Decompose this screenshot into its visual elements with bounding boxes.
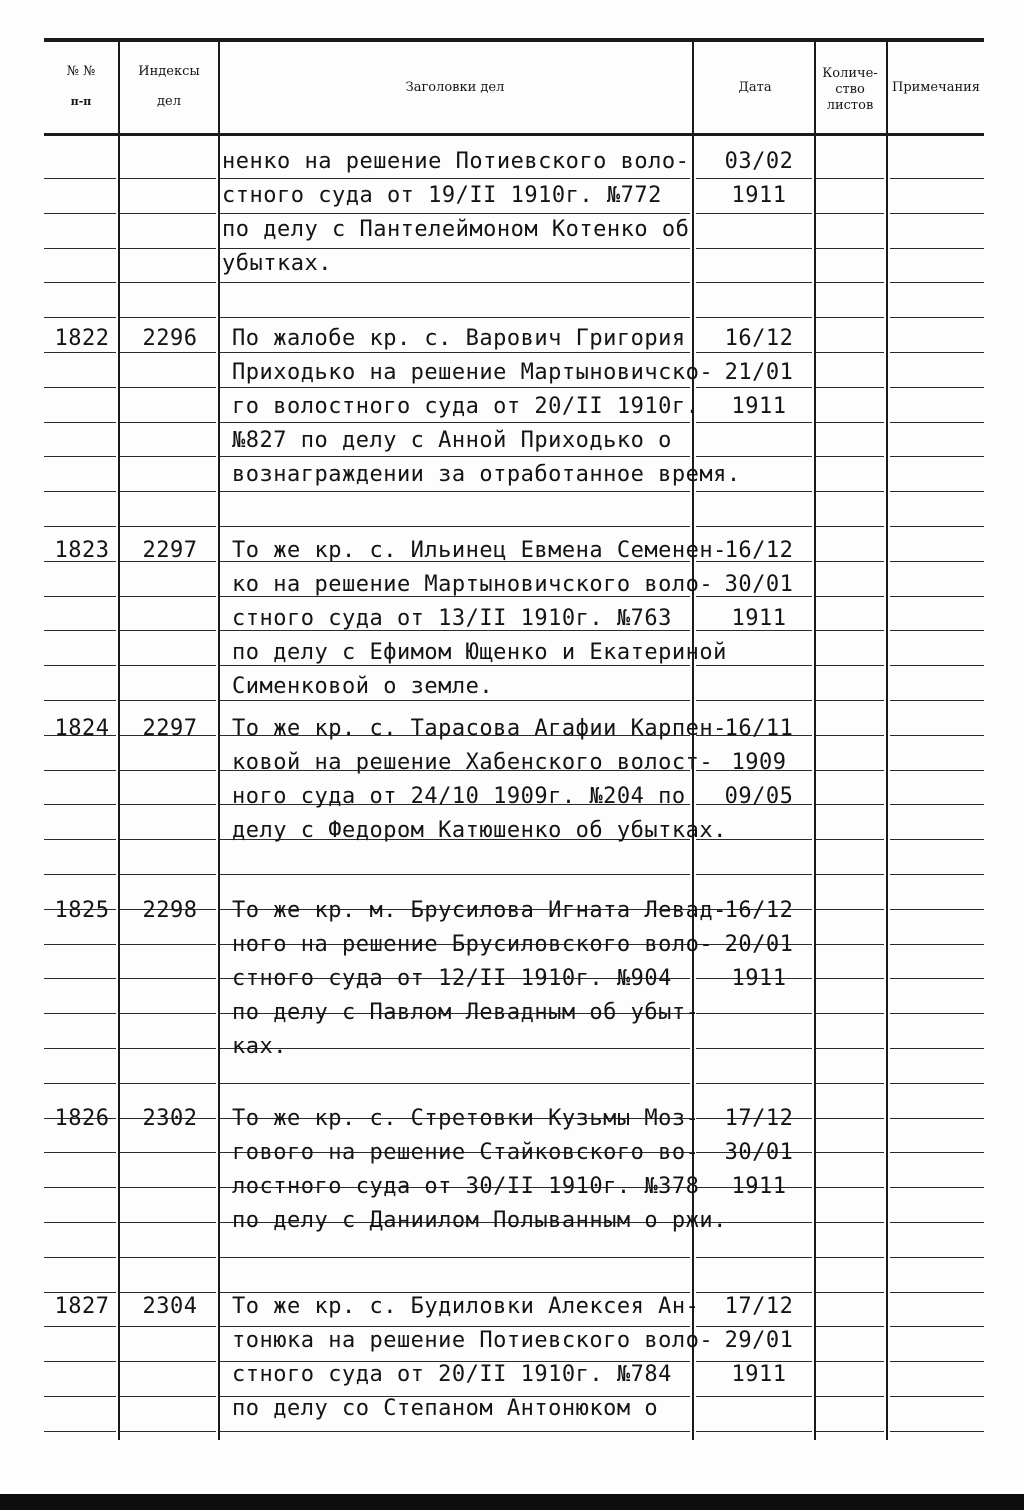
ruled-line: [44, 1326, 116, 1327]
ruled-line: [696, 700, 812, 701]
ruled-line: [816, 1257, 884, 1258]
ruled-line: [816, 909, 884, 910]
ruled-line: [44, 770, 116, 771]
ruled-line: [816, 1048, 884, 1049]
ruled-line: [816, 317, 884, 318]
ruled-line: [816, 1396, 884, 1397]
entry-title-line: Приходько на решение Мартыновичско-: [232, 360, 714, 385]
ruled-line: [120, 1222, 216, 1223]
ruled-line: [890, 352, 984, 353]
ruled-line: [120, 665, 216, 666]
entry-date-line: 16/12: [724, 898, 794, 923]
ruled-line: [816, 1326, 884, 1327]
entry-date-line: 17/12: [724, 1294, 794, 1319]
ruled-line: [696, 282, 812, 283]
ruled-line: [696, 456, 812, 457]
ruled-line: [220, 282, 690, 283]
entry-date-line: 1911: [731, 1174, 787, 1199]
ruled-line: [890, 1431, 984, 1432]
ruled-line: [120, 1257, 216, 1258]
ruled-line: [44, 1083, 116, 1084]
ruled-line: [816, 1292, 884, 1293]
ruled-line: [220, 317, 690, 318]
ruled-line: [890, 909, 984, 910]
ruled-line: [816, 387, 884, 388]
ruled-line: [120, 282, 216, 283]
header-col-count-line1: Количе-: [822, 66, 878, 81]
header-col-count-line3: листов: [826, 98, 874, 113]
ruled-line: [890, 1326, 984, 1327]
ruled-line: [44, 874, 116, 875]
ruled-line: [816, 700, 884, 701]
header-col-index: [122, 64, 216, 110]
ruled-line: [816, 178, 884, 179]
entry-title-line: То же кр. м. Брусилова Игната Левад-: [232, 898, 727, 923]
ruled-line: [890, 1013, 984, 1014]
ruled-line: [120, 978, 216, 979]
entry-number: 1822: [54, 326, 110, 351]
ruled-line: [120, 491, 216, 492]
entry-date-line: 09/05: [724, 784, 794, 809]
entry-title-line: стного суда от 20/II 1910г. №784: [232, 1362, 672, 1387]
ruled-line: [44, 1361, 116, 1362]
entry-date-line: 16/12: [724, 538, 794, 563]
column-divider-5: [886, 40, 888, 1440]
ruled-line: [44, 1048, 116, 1049]
ruled-line: [696, 491, 812, 492]
entry-date-line: 21/01: [724, 360, 794, 385]
ruled-line: [890, 1222, 984, 1223]
ruled-line: [120, 596, 216, 597]
ruled-line: [44, 213, 116, 214]
ruled-line: [120, 700, 216, 701]
ruled-line: [120, 1013, 216, 1014]
ruled-line: [696, 213, 812, 214]
ruled-line: [890, 665, 984, 666]
header-col-title: Заголовки дел: [405, 80, 505, 95]
entry-title-line: ненко на решение Потиевского воло-: [222, 149, 690, 174]
ruled-line: [120, 1083, 216, 1084]
ruled-line: [120, 387, 216, 388]
ruled-line: [890, 526, 984, 527]
entry-title-line: по делу с Павлом Левадным об убыт-: [232, 1000, 700, 1025]
ruled-line: [816, 1222, 884, 1223]
ruled-line: [120, 526, 216, 527]
entry-title-line: Сименковой о земле.: [232, 674, 494, 699]
ruled-line: [696, 1257, 812, 1258]
entry-date: [704, 145, 814, 213]
entry-title: [222, 1290, 714, 1426]
entry-date-line: 30/01: [724, 572, 794, 597]
entry-title-line: стного суда от 12/II 1910г. №904: [232, 966, 672, 991]
ruled-line: [44, 1292, 116, 1293]
entry-date: [704, 894, 814, 996]
entry-title-line: по делу с Ефимом Ющенко и Екатериной: [232, 640, 727, 665]
ruled-line: [120, 804, 216, 805]
entry-title-line: стного суда от 13/II 1910г. №763: [232, 606, 672, 631]
ruled-line: [816, 630, 884, 631]
ruled-line: [890, 596, 984, 597]
ruled-line: [816, 770, 884, 771]
ruled-line: [120, 213, 216, 214]
ruled-line: [44, 456, 116, 457]
ruled-line: [696, 1013, 812, 1014]
ruled-line: [816, 1118, 884, 1119]
entry-index: 2302: [142, 1106, 198, 1131]
ruled-line: [890, 630, 984, 631]
ruled-line: [816, 1083, 884, 1084]
ruled-line: [220, 1083, 690, 1084]
column-divider-4: [814, 40, 816, 1440]
entry-date: [704, 322, 814, 424]
entry-title-line: убытках.: [222, 251, 332, 276]
ruled-line: [44, 978, 116, 979]
ruled-line: [44, 526, 116, 527]
ruled-line: [696, 1048, 812, 1049]
ruled-line: [816, 839, 884, 840]
entry-index: 2298: [142, 898, 198, 923]
ruled-line: [890, 1083, 984, 1084]
ruled-line: [890, 1361, 984, 1362]
ruled-line: [120, 1396, 216, 1397]
entry-date: [704, 712, 814, 814]
entry-title-line: №827 по делу с Анной Приходько о: [232, 428, 672, 453]
ruled-line: [696, 665, 812, 666]
ruled-line: [44, 422, 116, 423]
column-divider-1: [118, 40, 120, 1440]
ruled-line: [220, 526, 690, 527]
entry-date-line: 1911: [731, 606, 787, 631]
entry-title-line: вознаграждении за отработанное время.: [232, 462, 741, 487]
entry-date-line: 1909: [731, 750, 787, 775]
entry-number: 1825: [54, 898, 110, 923]
ruled-line: [890, 944, 984, 945]
ruled-line: [890, 422, 984, 423]
entry-date-line: 03/02: [724, 149, 794, 174]
entry-title-line: По жалобе кр. с. Варович Григория: [232, 326, 686, 351]
ruled-line: [890, 178, 984, 179]
ruled-line: [120, 178, 216, 179]
entry-title-line: по делу со Степаном Антонюком о: [232, 1396, 659, 1421]
ruled-line: [816, 804, 884, 805]
ruled-line: [44, 282, 116, 283]
entry-date: [704, 534, 814, 636]
ruled-line: [44, 1222, 116, 1223]
ruled-line: [120, 874, 216, 875]
entry-title: [222, 145, 702, 281]
ruled-line: [220, 1431, 690, 1432]
ruled-line: [120, 770, 216, 771]
ruled-line: [120, 630, 216, 631]
ruled-line: [816, 213, 884, 214]
header-col-date: Дата: [738, 80, 772, 95]
ruled-line: [120, 317, 216, 318]
ruled-line: [816, 456, 884, 457]
ruled-line: [44, 1187, 116, 1188]
ruled-line: [890, 456, 984, 457]
ruled-line: [44, 491, 116, 492]
column-divider-2: [218, 40, 220, 1440]
entry-date-line: 30/01: [724, 1140, 794, 1165]
entry-title-line: ках.: [232, 1034, 287, 1059]
entry-date-line: 17/12: [724, 1106, 794, 1131]
ruled-line: [816, 1187, 884, 1188]
ruled-line: [890, 700, 984, 701]
ruled-line: [816, 491, 884, 492]
ruled-line: [44, 804, 116, 805]
ruled-line: [890, 282, 984, 283]
entry-title-line: тонюка на решение Потиевского воло-: [232, 1328, 714, 1353]
entry-index: 2297: [142, 716, 198, 741]
ruled-line: [120, 839, 216, 840]
ruled-line: [890, 804, 984, 805]
entry-title-line: по делу с Пантелеймоном Котенко об: [222, 217, 690, 242]
header-col-count: [816, 66, 884, 114]
ruled-line: [120, 1361, 216, 1362]
ruled-line: [120, 1048, 216, 1049]
ruled-line: [44, 630, 116, 631]
entry-number: 1827: [54, 1294, 110, 1319]
ruled-line: [816, 1431, 884, 1432]
header-col-number: [48, 64, 114, 110]
ruled-line: [816, 248, 884, 249]
ruled-line: [890, 491, 984, 492]
ruled-line: [120, 1326, 216, 1327]
entry-title-line: ного суда от 24/10 1909г. №204 по: [232, 784, 686, 809]
ruled-line: [120, 1431, 216, 1432]
entry-date-line: 1911: [731, 183, 787, 208]
header-bottom-rule: [44, 133, 984, 136]
ruled-line: [696, 248, 812, 249]
ruled-line: [890, 1396, 984, 1397]
header-col-count-line2: ство: [835, 82, 865, 97]
ruled-line: [816, 561, 884, 562]
entry-title-line: по делу с Даниилом Полыванным о ржи.: [232, 1208, 727, 1233]
ruled-line: [44, 1152, 116, 1153]
header-col-number-line2: п-п: [70, 95, 92, 108]
header-col-index-line1: Индексы: [138, 64, 200, 79]
ruled-line: [890, 1292, 984, 1293]
ruled-line: [816, 874, 884, 875]
entry-title: [222, 322, 741, 492]
ruled-line: [120, 1292, 216, 1293]
entry-title-line: го волостного суда от 20/II 1910г.: [232, 394, 700, 419]
entry-date: [704, 1290, 814, 1392]
ruled-line: [220, 874, 690, 875]
entry-date-line: 16/12: [724, 326, 794, 351]
entry-date-line: 16/11: [724, 716, 794, 741]
ruled-line: [44, 352, 116, 353]
ruled-line: [120, 352, 216, 353]
entry-title-line: То же кр. с. Будиловки Алексея Ан-: [232, 1294, 700, 1319]
ruled-line: [44, 248, 116, 249]
entry-date-line: 20/01: [724, 932, 794, 957]
ruled-line: [890, 1152, 984, 1153]
ruled-line: [816, 944, 884, 945]
ruled-line: [816, 978, 884, 979]
ruled-line: [890, 839, 984, 840]
ruled-line: [120, 422, 216, 423]
entry-date-line: 29/01: [724, 1328, 794, 1353]
entry-date: [704, 1102, 814, 1204]
entry-date-line: 1911: [731, 966, 787, 991]
ruled-line: [890, 561, 984, 562]
entry-title-line: стного суда от 19/II 1910г. №772: [222, 183, 662, 208]
entry-title-line: ного на решение Брусиловского воло-: [232, 932, 714, 957]
entry-index: 2297: [142, 538, 198, 563]
ruled-line: [44, 317, 116, 318]
ruled-line: [816, 1013, 884, 1014]
ruled-line: [890, 317, 984, 318]
ruled-line: [816, 422, 884, 423]
ruled-line: [696, 1431, 812, 1432]
ruled-line: [890, 387, 984, 388]
entry-title: [222, 894, 727, 1064]
entry-index: 2304: [142, 1294, 198, 1319]
ruled-line: [220, 1257, 690, 1258]
ruled-line: [890, 978, 984, 979]
ruled-line: [120, 248, 216, 249]
ruled-line: [816, 596, 884, 597]
ruled-line: [816, 665, 884, 666]
entry-title-line: гового на решение Стайковского во-: [232, 1140, 700, 1165]
entry-title-line: делу с Федором Катюшенко об убытках.: [232, 818, 727, 843]
ruled-line: [890, 1048, 984, 1049]
ruled-line: [890, 770, 984, 771]
header-col-notes: Примечания: [891, 80, 980, 95]
ruled-line: [816, 282, 884, 283]
entry-date-line: 1911: [731, 394, 787, 419]
entry-title-line: ковой на решение Хабенского волост-: [232, 750, 714, 775]
scan-bottom-edge: [0, 1494, 1024, 1510]
header-top-rule: [44, 38, 984, 42]
entry-number: 1824: [54, 716, 110, 741]
ruled-line: [44, 596, 116, 597]
ruled-line: [44, 1396, 116, 1397]
ruled-line: [816, 1152, 884, 1153]
header-col-index-line2: дел: [157, 94, 181, 109]
ruled-line: [120, 1187, 216, 1188]
ruled-line: [816, 526, 884, 527]
ruled-line: [44, 1257, 116, 1258]
entry-title-line: То же кр. с. Стретовки Кузьмы Моз-: [232, 1106, 700, 1131]
entry-number: 1823: [54, 538, 110, 563]
ruled-line: [44, 1431, 116, 1432]
entry-title-line: лостного суда от 30/II 1910г. №378: [232, 1174, 700, 1199]
ruled-line: [696, 1083, 812, 1084]
ruled-line: [816, 735, 884, 736]
entry-number: 1826: [54, 1106, 110, 1131]
entry-title: [222, 712, 727, 848]
ruled-line: [120, 456, 216, 457]
ruled-line: [44, 178, 116, 179]
ruled-line: [44, 1013, 116, 1014]
ruled-line: [44, 839, 116, 840]
ruled-line: [816, 352, 884, 353]
entry-title: [222, 1102, 727, 1238]
ruled-line: [696, 526, 812, 527]
ruled-line: [44, 700, 116, 701]
ruled-line: [120, 1152, 216, 1153]
ruled-line: [890, 1118, 984, 1119]
ruled-line: [44, 944, 116, 945]
ruled-line: [890, 248, 984, 249]
entry-title-line: ко на решение Мартыновичского воло-: [232, 572, 714, 597]
ruled-line: [890, 1257, 984, 1258]
ruled-line: [120, 944, 216, 945]
ruled-line: [696, 1396, 812, 1397]
entry-index: 2296: [142, 326, 198, 351]
ruled-line: [890, 1187, 984, 1188]
entry-title: [222, 534, 727, 704]
ruled-line: [890, 213, 984, 214]
entry-date-line: 1911: [731, 1362, 787, 1387]
ruled-line: [696, 874, 812, 875]
ruled-line: [44, 665, 116, 666]
entry-title-line: То же кр. с. Тарасова Агафии Карпен-: [232, 716, 727, 741]
header-col-number-line1: № №: [66, 64, 96, 79]
entry-title-line: То же кр. с. Ильинец Евмена Семенен-: [232, 538, 727, 563]
ruled-line: [816, 1361, 884, 1362]
ruled-line: [890, 874, 984, 875]
ruled-line: [44, 387, 116, 388]
ruled-line: [696, 317, 812, 318]
ruled-line: [890, 735, 984, 736]
